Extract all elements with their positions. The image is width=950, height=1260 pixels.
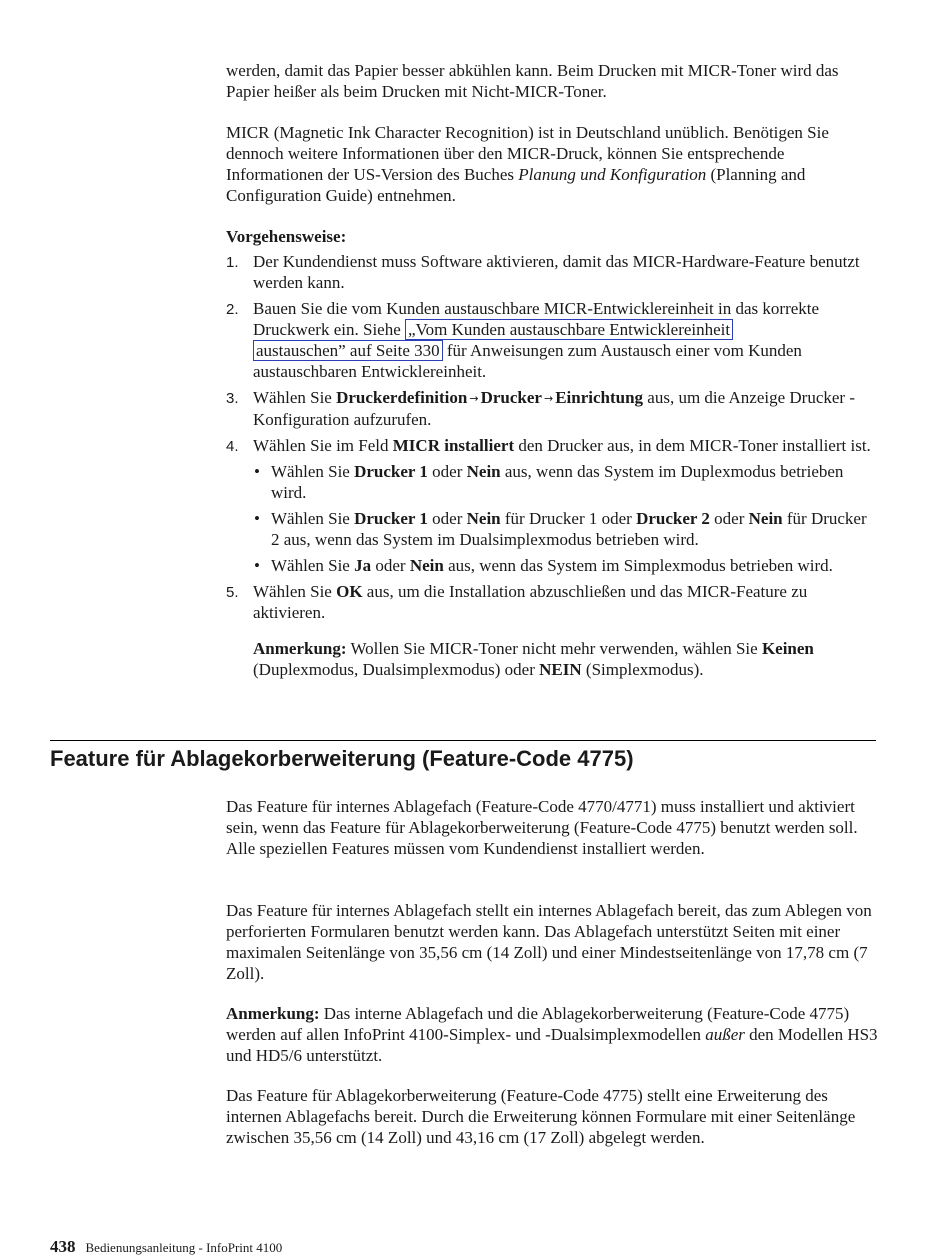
note-label: Anmerkung: bbox=[253, 639, 347, 658]
note-text: (Simplexmodus). bbox=[581, 660, 704, 679]
keyword: Keinen bbox=[761, 639, 814, 658]
keyword: Nein bbox=[748, 509, 783, 528]
section-divider bbox=[50, 740, 876, 741]
menu-path-setup: Einrichtung bbox=[555, 388, 644, 407]
bullet-text: oder bbox=[709, 509, 749, 528]
arrow-right-icon: → bbox=[469, 392, 479, 405]
bullet-icon: • bbox=[254, 462, 260, 481]
list-item bbox=[253, 555, 878, 576]
step-number: 4. bbox=[226, 438, 239, 455]
ok-option: OK bbox=[336, 582, 363, 601]
step-3 bbox=[226, 387, 878, 430]
paragraph-micr-info bbox=[226, 122, 878, 206]
step-text: Wählen Sie bbox=[253, 582, 337, 601]
bullet-text: für Drucker 2 aus, wenn das System im Dualsimplexmodus betrieben wird. bbox=[271, 509, 867, 549]
option-list bbox=[253, 461, 878, 576]
step-number: 1. bbox=[226, 254, 239, 271]
step-number: 2. bbox=[226, 301, 239, 318]
keyword: Nein bbox=[409, 556, 444, 575]
bullet-text: Wählen Sie bbox=[271, 556, 355, 575]
note-text: (Duplexmodus, Dualsimplexmodus) oder bbox=[253, 660, 540, 679]
field-micr-installed: MICR installiert bbox=[392, 436, 515, 455]
step-text: Wählen Sie im Feld bbox=[253, 436, 393, 455]
step-text-tail: aus, um die Installation abzuschließen und das MICR-Feature zu aktivieren. bbox=[253, 582, 808, 622]
keyword: NEIN bbox=[539, 660, 582, 679]
procedure-heading: Vorgehensweise: bbox=[226, 227, 347, 246]
paragraph-toner-heat: werden, damit das Papier besser abkühlen kann. Beim Drucken mit MICR-Toner wird das Papier heißer als beim Drucken mit Nicht-MICR-Toner. bbox=[226, 61, 839, 101]
keyword: Drucker 1 bbox=[354, 509, 428, 528]
note-text: Das interne Ablagefach und die Ablagekorberweiterung (Feature-Code 4775) werden auf allen InfoPrint 4100-Simplex- und -Dualsimplexmodellen bbox=[226, 1004, 850, 1044]
micr-text: MICR (Magnetic Ink Character Recognition) ist in Deutschland unüblich. Benötigen Sie dennoch weitere Informationen über den MICR-Druck, können Sie entsprechende Informationen der US-Version des Buches bbox=[226, 123, 829, 184]
keyword: Nein bbox=[466, 509, 501, 528]
micr-text-tail: (Planning and Configuration Guide) entnehmen. bbox=[226, 165, 806, 205]
book-title: Planung und Konfiguration bbox=[518, 165, 707, 184]
step-text-tail: den Drucker aus, in dem MICR-Toner installiert ist. bbox=[514, 436, 871, 455]
note-text: Wollen Sie MICR-Toner nicht mehr verwenden, wählen Sie bbox=[346, 639, 762, 658]
keyword: Ja bbox=[354, 556, 372, 575]
bullet-text: aus, wenn das System im Simplexmodus betrieben wird. bbox=[443, 556, 833, 575]
cross-reference-link[interactable]: „Vom Kunden austauschbare Entwicklereinheit bbox=[405, 319, 733, 340]
step-text: Wählen Sie bbox=[253, 388, 337, 407]
step-text: Bauen Sie die vom Kunden austauschbare MICR-Entwicklereinheit in das korrekte Druckwerk ein. Siehe bbox=[253, 299, 820, 339]
note-text: den Modellen HS3 und HD5/6 unterstützt. bbox=[226, 1025, 878, 1065]
cross-reference-link-cont[interactable]: austauschen” auf Seite 330 bbox=[253, 340, 443, 361]
keyword: Drucker 1 bbox=[354, 462, 428, 481]
bullet-icon: • bbox=[254, 556, 260, 575]
bullet-text: Wählen Sie bbox=[271, 462, 355, 481]
note-supported-models bbox=[226, 1003, 878, 1066]
keyword: Drucker 2 bbox=[636, 509, 710, 528]
section-heading: Feature für Ablagekorberweiterung (Feature-Code 4775) bbox=[50, 746, 634, 771]
menu-path-printer-definition: Druckerdefinition bbox=[336, 388, 468, 407]
note-micr bbox=[253, 638, 878, 680]
step-number: 5. bbox=[226, 584, 239, 601]
bullet-text: aus, wenn das System im Duplexmodus betrieben wird. bbox=[271, 462, 844, 502]
step-4 bbox=[226, 435, 878, 576]
step-text-tail: für Anweisungen zum Austausch einer vom Kunden austauschbaren Entwicklereinheit. bbox=[253, 341, 802, 381]
bullet-text: Wählen Sie bbox=[271, 509, 355, 528]
paragraph-tray-extension: Das Feature für Ablagekorberweiterung (Feature-Code 4775) stellt eine Erweiterung des internen Ablagefachs bereit. Durch die Erweiterung können Formulare mit einer Seitenlänge zwischen 35,56 cm (14 Zoll) und 43,16 cm (17 Zoll) abgelegt werden. bbox=[226, 1086, 856, 1147]
page-footer bbox=[50, 1237, 282, 1257]
bullet-icon: • bbox=[254, 509, 260, 528]
bullet-text: für Drucker 1 oder bbox=[500, 509, 637, 528]
note-emphasis: außer bbox=[705, 1025, 745, 1044]
procedure-steps bbox=[226, 251, 878, 685]
keyword: Nein bbox=[466, 462, 501, 481]
page-number: 438 bbox=[50, 1237, 76, 1256]
arrow-right-icon: → bbox=[543, 392, 554, 405]
step-number: 3. bbox=[226, 390, 239, 407]
bullet-text: oder bbox=[427, 509, 467, 528]
bullet-text: oder bbox=[371, 556, 410, 575]
bullet-text: oder bbox=[427, 462, 467, 481]
step-1 bbox=[226, 251, 878, 293]
list-item bbox=[253, 461, 878, 503]
document-title: Bedienungsanleitung - InfoPrint 4100 bbox=[85, 1240, 283, 1255]
step-text: Der Kundendienst muss Software aktivieren, damit das MICR-Hardware-Feature benutzt werden kann. bbox=[253, 252, 860, 292]
step-2 bbox=[226, 298, 878, 382]
step-text-tail: aus, um die Anzeige Drucker - Konfiguration aufzurufen. bbox=[253, 388, 855, 429]
paragraph-feature-requirement: Das Feature für internes Ablagefach (Feature-Code 4770/4771) muss installiert und aktiviert sein, wenn das Feature für Ablagekorberweiterung (Feature-Code 4775) benutzt werden soll. Alle speziellen Features müssen vom Kundendienst installiert werden. bbox=[226, 797, 858, 858]
menu-path-printer: Drucker bbox=[480, 388, 542, 407]
list-item bbox=[253, 508, 878, 550]
paragraph-internal-tray: Das Feature für internes Ablagefach stellt ein internes Ablagefach bereit, das zum Ablegen von perforierten Formularen benutzt werden kann. Das Ablagefach unterstützt Seiten mit einer maximalen Seitenlänge von 35,56 cm (14 Zoll) und einer Mindestseitenlänge von 17,78 cm (7 Zoll). bbox=[226, 901, 872, 983]
step-5 bbox=[226, 581, 878, 680]
note-label: Anmerkung: bbox=[226, 1004, 320, 1023]
